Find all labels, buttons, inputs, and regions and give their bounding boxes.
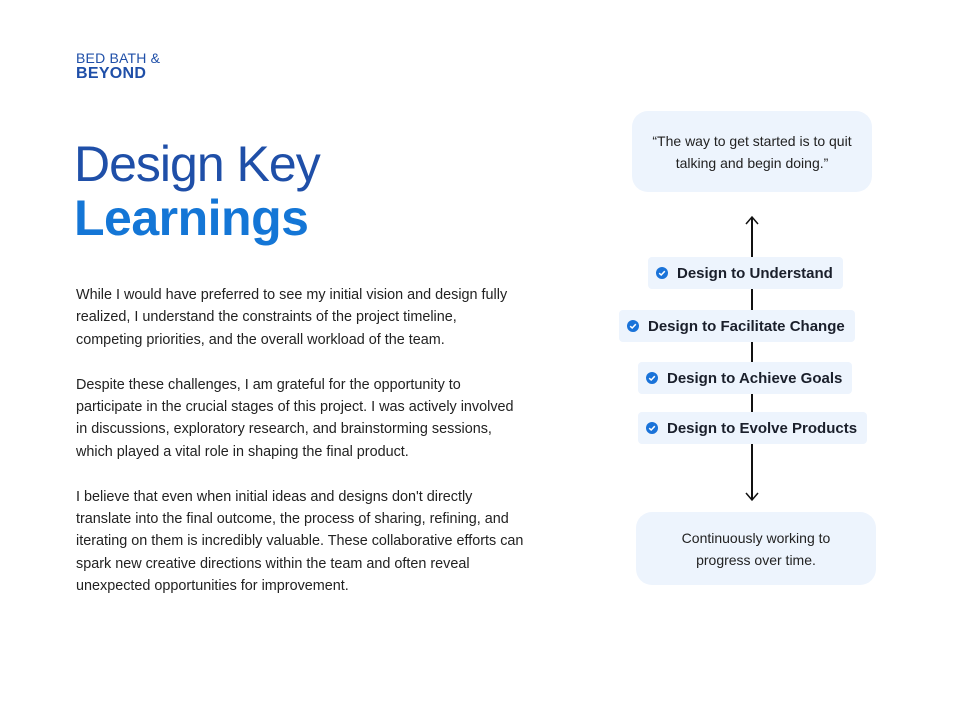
step-label: Design to Facilitate Change [648,317,845,335]
check-circle-icon [646,422,658,434]
progress-note-text: Continuously working to progress over time. [681,529,831,568]
paragraph-2: Despite these challenges, I am grateful for the opportunity to participate in the crucial stages of this project. I was actively involved in discussions, exploratory research, and brainstorming sessions, which played a vital role in shaping the final product. [76,376,514,460]
arrow-up-icon [745,215,759,225]
step-pill-understand [648,257,843,289]
connector-line-1 [751,288,753,310]
page-title-bold: Learnings [74,190,309,246]
step-pill-evolve-products [638,412,867,444]
step-label: Design to Understand [677,264,833,282]
paragraph-3: I believe that even when initial ideas and designs don't directly translate into the final outcome, the process of sharing, refining, and iterating on them is incredibly valuable. These collaborative efforts can spark new creative directions within the team and often reveal unexpected opportunities for improvement. [76,488,524,595]
step-label: Design to Achieve Goals [667,369,843,387]
arrow-down-icon [745,492,759,502]
step-pill-achieve-goals [638,362,852,394]
progress-note-box [636,512,876,585]
body-text [76,284,526,620]
check-circle-icon [627,320,639,332]
connector-line-2 [751,341,753,362]
logo-line1: BED BATH & [76,50,161,66]
page-title-light: Design Key [74,136,320,192]
paragraph-1: While I would have preferred to see my initial vision and design fully realized, I understand the constraints of the project timeline, competing priorities, and the overall workload of the team. [76,287,508,348]
step-pill-facilitate-change [619,310,855,342]
step-label: Design to Evolve Products [667,419,858,437]
check-circle-icon [646,372,658,384]
quote-text: “The way to get started is to quit talking and begin doing.” [652,132,852,171]
logo-line2: BEYOND [76,65,147,82]
connector-line-3 [751,393,753,412]
brand-logo [76,51,160,82]
check-circle-icon [656,267,668,279]
quote-box [632,111,872,192]
